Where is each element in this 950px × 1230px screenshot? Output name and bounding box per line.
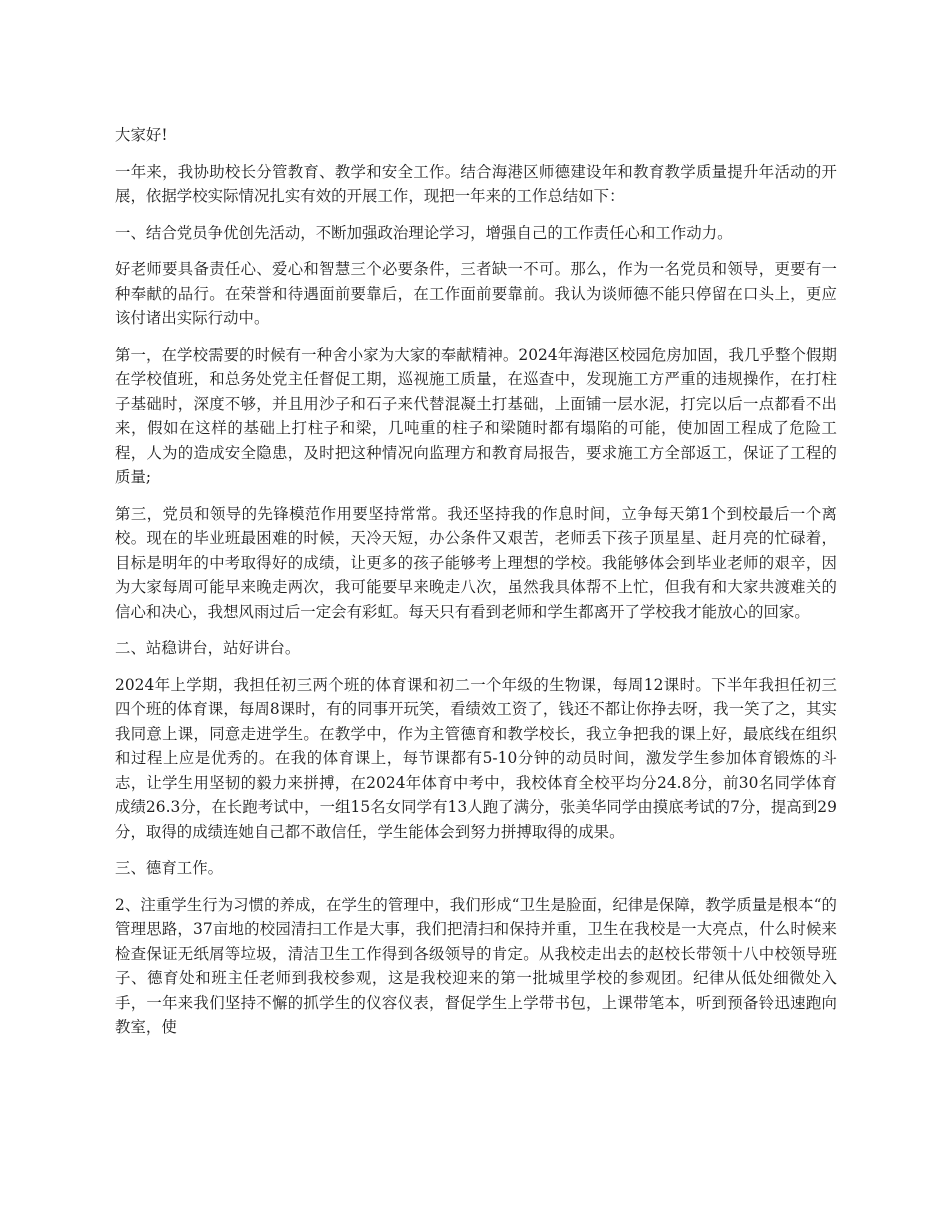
third-point-paragraph: 第三，党员和领导的先锋模范作用要坚持常常。我还坚持我的作息时间，立争每天第1个到校最后一个离校。现在的毕业班最困难的时候，天冷天短，办公条件又艰苦，老师丢下孩子顶星星、赶月亮的忙碌着，目标是明年的中考取得好的成绩，让更多的孩子能够考上理想的学校。我能够体会到毕业老师的艰辛，因为大家每周可能早来晚走两次，我可能要早来晚走八次，虽然我具体帮不上忙，但我有和大家共渡难关的信心和决心，我想风雨过后一定会有彩虹。每天只有看到老师和学生都离开了学校我才能放心的回家。 [115, 504, 837, 621]
moral-education-paragraph: 2、注重学生行为习惯的养成，在学生的管理中，我们形成“卫生是脸面，纪律是保障，教学质量是根本“的管理思路，37亩地的校园清扫工作是大事，我们把清扫和保持并重，卫生在我校是一大亮点，什么时候来检查保证无纸屑等垃圾，清洁卫生工作得到各级领导的肯定。从我校走出去的赵校长带领十八中校领导班子、德育处和班主任老师到我校参观，这是我校迎来的第一批城里学校的参观团。纪律从低处细微处入手，一年来我们坚持不懈的抓学生的仪容仪表，督促学生上学带书包，上课带笔本，听到预备铃迅速跑向教室，使 [115, 895, 837, 1036]
first-point-paragraph: 第一，在学校需要的时候有一种舍小家为大家的奉献精神。2024年海港区校园危房加固，我几乎整个假期在学校值班，和总务处党主任督促工期，巡视施工质量，在巡查中，发现施工方严重的违规操作，在打柱子基础时，深度不够，并且用沙子和石子来代替混凝土打基础，上面铺一层水泥，打完以后一点都看不出来，假如在这样的基础上打柱子和梁，几吨重的柱子和梁随时都有塌陷的可能，使加固工程成了危险工程，人为的造成安全隐患，及时把这种情况向监理方和教育局报告，要求施工方全部返工，保证了工程的质量; [115, 345, 837, 486]
document-page [115, 123, 837, 1040]
teacher-qualities-paragraph: 好老师要具备责任心、爱心和智慧三个必要条件，三者缺一不可。那么，作为一名党员和领导，更要有一种奉献的品行。在荣誉和待遇面前要靠后，在工作面前要靠前。我认为谈师德不能只停留在口头上，更应该付诸出实际行动中。 [115, 260, 837, 327]
section-three-heading: 三、德育工作。 [115, 859, 224, 877]
section-two-heading: 二、站稳讲台，站好讲台。 [115, 639, 301, 657]
section-one-heading: 一、结合党员争优创先活动，不断加强政治理论学习，增强自己的工作责任心和工作动力。 [115, 223, 733, 242]
greeting-paragraph: 大家好! [115, 126, 168, 144]
teaching-paragraph: 2024年上学期，我担任初三两个班的体育课和初二一个年级的生物课，每周12课时。下半年我担任初三四个班的体育课，每周8课时，有的同事开玩笑，看绩效工资了，钱还不都让你挣去呀，我一笑了之，其实我同意上课，同意走进学生。在教学中，作为主管德育和教学校长，我立争把我的课上好，最底线在组织和过程上应是优秀的。在我的体育课上，每节课都有5-10分钟的动员时间，激发学生参加体育锻炼的斗志，让学生用坚韧的毅力来拼搏，在2024年体育中考中，我校体育全校平均分24.8分，前30名同学体育成绩26.3分，在长跑考试中，一组15名女同学有13人跑了满分，张美华同学由摸底考试的7分，提高到29分，取得的成绩连她自己都不敢信任，学生能体会到努力拼搏取得的成果。 [115, 675, 837, 841]
intro-paragraph: 一年来，我协助校长分管教育、教学和安全工作。结合海港区师德建设年和教育教学质量提升年活动的开展，依据学校实际情况扎实有效的开展工作，现把一年来的工作总结如下： [115, 162, 837, 205]
